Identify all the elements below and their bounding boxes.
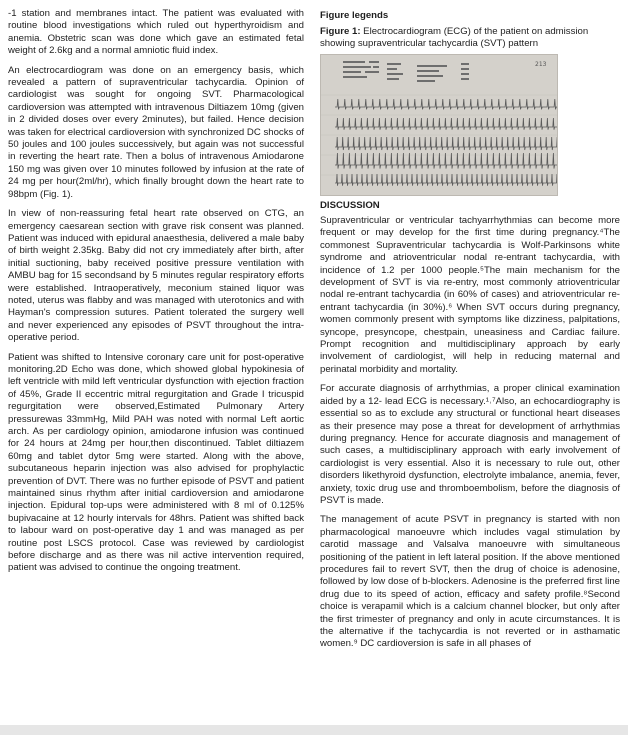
ecg-figure	[320, 54, 558, 196]
body-paragraph: For accurate diagnosis of arrhythmias, a proper clinical examination aided by a 12- lead ECG is necessary.¹˒⁷Also, an echocardiography is essential so as to exclude any structural or functional heart diseases as their presence may pose a threat for development of arrhythmias during pregnancy. Hence for accurate diagnosis and management of such cases, a multidisciplinary approach with early involvement of cardiologist is very essential. Also it is necessary to rule out, other disorders likethyroid dysfunction, electrolyte imbalance, anemia, fever, anxiety, toxic drug use and thromboembolism, before the diagnosis of PSVT is made.	[320, 383, 620, 506]
body-paragraph: -1 station and membranes intact. The patient was evaluated with routine blood investigations which ruled out hyperthyroidism and anemia. Obstetric scan was done which gave an estimated fetal weight of 2.6kg and a normal amniotic fluid index.	[8, 8, 304, 57]
ecg-corner-label: 213	[535, 61, 547, 68]
figure-legends-heading: Figure legends	[320, 10, 389, 21]
body-paragraph: In view of non-reassuring fetal heart rate observed on CTG, an emergency caesarean section with grave risk consent was planned. Patient was induced with epidural anaesthesia, delivered a male baby of birth weight 2.35kg. Baby did not cry immediately after birth, after initial suctioning, baby received positive pressure ventilation with AMBU bag for 15 secondsand by 5 minutes regular respiratory efforts were established. Intraoperatively, meconium stained liquor was noted, uterus was flabby and was managed with uterotonics and with Hayman's compression sutures. Patient tolerated the surgery well and never experienced any episodes of PSVT throughout the intra-operative period.	[8, 208, 304, 344]
body-paragraph: Supraventricular or ventricular tachyarrhythmias can become more frequent or may develop for the first time during pregnancy.⁴The commonest Supraventricular tachycardia is Wolf-Parkinsons white syndrome and atrioventricular nodal re-entrant tachycardia, with incidence of 1.2 per 1000 people.⁵The main mechanism for the development of SVT is via re-entry, most commonly atrioventricular nodal re-entrant tachycardia (in 60% of cases) and atrioventricular re-entrant tachycardia (in 30%).⁶ When SVT occurs during pregnancy, women commonly present with symptoms like dizziness, palpitations, syncope, presyncope, chestpain, uneasiness and Cardiac failure. Prompt recognition and multidisciplinary approach by early involvement of cardiologist, will help in reducing maternal and perinatal morbidity and mortality.	[320, 215, 620, 375]
body-paragraph: The management of acute PSVT in pregnancy is started with non pharmacological manoeuvre which includes vagal stimulation by carotid massage and Valsalva manoeuvre with simultaneous positioning of the patient in left lateral position. If the above mentioned procedures fail to revert SVT, then the drug of choice is adenosine, followed by low dose of b-blockers. Adenosine is the preferred first line drug due to its speed of action, efficacy and safety profile.⁸Second choice is verapamil which is a calcium channel blocker, but only after the first trimester of pregnancy and only in acute circumstances. It is the alternative if the tachycardia is not reverted or in asthamatic women.⁹ DC cardioversion is safe in all phases of	[320, 514, 620, 650]
ecg-image	[321, 55, 557, 195]
left-column	[8, 8, 304, 582]
figure-caption	[320, 26, 620, 50]
figure-label: Figure 1:	[320, 26, 361, 37]
right-column	[320, 8, 620, 658]
discussion-heading: DISCUSSION	[320, 200, 380, 211]
body-paragraph: An electrocardiogram was done on an emergency basis, which revealed a pattern of supraventricular tachycardia. Opinion of cardiologist was sought for ongoing SVT. Pharmacological cardioversion was attempted with intravenous Diltiazem 10mg (given in 2 divided doses over every 2minutes), but failed. Hence decision was taken for electrical cardioversion with synchronized DC shocks of 50 joules and 100 joules successively, but again was not successful in reverting the heart rate. Then a bolus of intravenous Amiodarone 150 mg was given over 10 minutes followed by infusion at the rate of 24 mg per hour(2ml/hr), which finally brought down the heart rate to 98bpm (Fig. 1).	[8, 64, 304, 200]
body-paragraph: Patient was shifted to Intensive coronary care unit for post-operative monitoring.2D Echo was done, which showed global hypokinesia of left ventricle with mild left ventricular dysfunction with ejection fraction of 45%, Grade II eccentric mitral regurgitation and Grade I tricuspid regurgitation were observed,Estimated Pulmonary Artery pressurewas 33mmHg, Mild PAH was noted with normal Left aortic arch. As per cardiology opinion, amiodarone infusion was continued for 24 hours at 24mg per hour,then discontinued. Tablet diltiazem 60mg and tablet dytor 5mg were started. Along with the above, subcutaneous heparin injection was also advised for prophylactic prevention of DVT. There was no further episode of PSVT and patient maintained sinus rhythm after initial cardioversion and amiodarone injection. Epidural top-ups were administered with 8 ml of 0.125% bupivacaine at 12 hourly intervals for 48hrs. Patient was shifted back to labour ward on post-operative day 1 and was managed as per routine post LSCS protocol. Case was reviewed by cardiologist before discharge and as there was nil active intervention required, patient was advised to continue the ongoing treatment.	[8, 351, 304, 574]
figure-caption-text: Electrocardiogram (ECG) of the patient on admission showing supraventricular tachycardia (SVT) pattern	[320, 26, 589, 49]
page-bottom-bar	[0, 725, 628, 735]
